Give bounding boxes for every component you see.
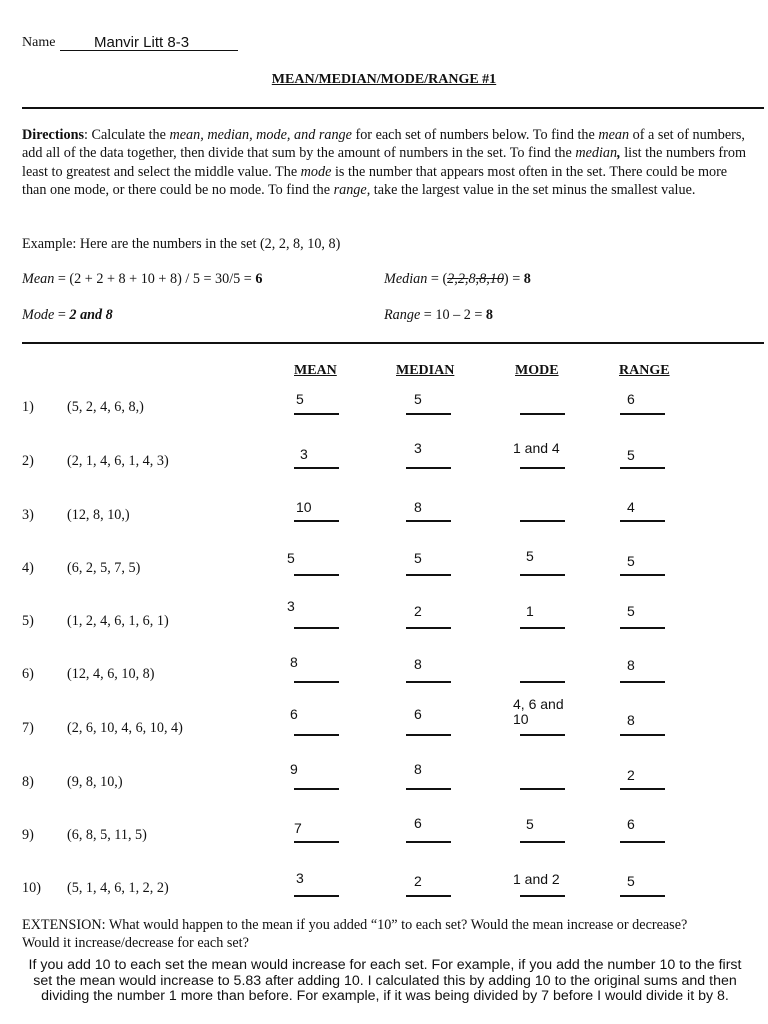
median-answer-value: 6: [414, 815, 422, 831]
median-answer-value: 6: [414, 706, 422, 722]
range-answer-blank[interactable]: [620, 895, 665, 897]
median-answer-value: 3: [414, 440, 422, 456]
problem-number: 2): [22, 453, 34, 469]
mean-answer-value: 5: [296, 391, 304, 407]
name-label: Name: [22, 35, 56, 50]
mean-answer-value: 6: [290, 706, 298, 722]
median-answer-value: 8: [414, 499, 422, 515]
range-answer-blank[interactable]: [620, 681, 665, 683]
range-answer-blank[interactable]: [620, 788, 665, 790]
median-answer-blank[interactable]: [406, 413, 451, 415]
mean-answer-blank[interactable]: [294, 734, 339, 736]
mode-answer-value: 1 and 2: [513, 871, 560, 887]
mean-answer-blank[interactable]: [294, 788, 339, 790]
range-answer-value: 5: [627, 603, 635, 619]
problem-number-set: (2, 1, 4, 6, 1, 4, 3): [67, 453, 169, 469]
page-title: MEAN/MEDIAN/MODE/RANGE #1: [271, 72, 497, 87]
median-answer-value: 2: [414, 873, 422, 889]
mode-answer-blank[interactable]: [520, 681, 565, 683]
example-median: Median = (2,2,8,8,10) = 8: [384, 271, 531, 287]
directions-lead: Directions: [22, 127, 84, 143]
student-name: Manvir Litt 8-3: [94, 34, 190, 51]
mean-answer-value: 3: [287, 598, 295, 614]
mode-answer-blank[interactable]: [520, 627, 565, 629]
range-answer-value: 5: [627, 447, 635, 463]
mode-answer-blank[interactable]: [520, 467, 565, 469]
mode-answer-blank[interactable]: [520, 574, 565, 576]
example-intro: Example: Here are the numbers in the set (2, 2, 8, 10, 8): [22, 236, 341, 252]
median-answer-blank[interactable]: [406, 734, 451, 736]
problem-number-set: (5, 2, 4, 6, 8,): [67, 399, 144, 415]
problem-number-set: (9, 8, 10,): [67, 774, 123, 790]
mode-answer-value: 5: [526, 816, 534, 832]
problem-number: 5): [22, 613, 34, 629]
problem-number: 4): [22, 560, 34, 576]
mean-answer-blank[interactable]: [294, 627, 339, 629]
median-answer-blank[interactable]: [406, 520, 451, 522]
column-header-range: RANGE: [619, 363, 670, 378]
extension-question: EXTENSION: What would happen to the mean if you added “10” to each set? Would the mean increase or decrease? Would it increase/decrease for each set?: [22, 917, 688, 952]
mean-answer-blank[interactable]: [294, 895, 339, 897]
mean-answer-blank[interactable]: [294, 413, 339, 415]
range-answer-value: 6: [627, 816, 635, 832]
problem-number: 3): [22, 507, 34, 523]
problem-number-set: (2, 6, 10, 4, 6, 10, 4): [67, 720, 183, 736]
problem-number: 7): [22, 720, 34, 736]
column-header-median: MEDIAN: [396, 363, 455, 378]
mode-answer-value: 5: [526, 548, 534, 564]
extension-response: If you add 10 to each set the mean would increase for each set. For example, if you add the number 10 to the first set the mean would increase to 5.83 after adding 10. I calculated this by adding 10 to the original sums and then dividing the number 1 more than before. For example, if it was being divided by 7 before I would divide it by 8.: [28, 957, 742, 1004]
median-answer-blank[interactable]: [406, 574, 451, 576]
example-range: Range = 10 – 2 = 8: [384, 307, 494, 323]
problem-number: 1): [22, 399, 34, 415]
range-answer-value: 2: [627, 767, 635, 783]
example-mean: Mean = (2 + 2 + 8 + 10 + 8) / 5 = 30/5 = 6: [22, 271, 263, 287]
mean-answer-value: 5: [287, 550, 295, 566]
top-divider: [22, 107, 764, 109]
problem-number: 8): [22, 774, 34, 790]
range-answer-blank[interactable]: [620, 574, 665, 576]
median-answer-value: 8: [414, 761, 422, 777]
problem-number-set: (12, 8, 10,): [67, 507, 130, 523]
problem-number-set: (1, 2, 4, 6, 1, 6, 1): [67, 613, 169, 629]
mean-answer-blank[interactable]: [294, 520, 339, 522]
mean-answer-value: 8: [290, 654, 298, 670]
median-answer-blank[interactable]: [406, 467, 451, 469]
column-header-mean: MEAN: [294, 363, 337, 378]
range-answer-blank[interactable]: [620, 841, 665, 843]
median-answer-blank[interactable]: [406, 895, 451, 897]
median-answer-blank[interactable]: [406, 841, 451, 843]
median-answer-value: 5: [414, 550, 422, 566]
median-answer-blank[interactable]: [406, 681, 451, 683]
mean-answer-blank[interactable]: [294, 841, 339, 843]
problem-number: 6): [22, 666, 34, 682]
problem-number: 9): [22, 827, 34, 843]
median-answer-value: 5: [414, 391, 422, 407]
mean-answer-value: 9: [290, 761, 298, 777]
mode-answer-blank[interactable]: [520, 734, 565, 736]
range-answer-blank[interactable]: [620, 734, 665, 736]
range-answer-value: 8: [627, 657, 635, 673]
mean-answer-value: 3: [296, 870, 304, 886]
mean-answer-blank[interactable]: [294, 467, 339, 469]
median-answer-value: 2: [414, 603, 422, 619]
problem-number-set: (6, 2, 5, 7, 5): [67, 560, 141, 576]
range-answer-value: 6: [627, 391, 635, 407]
middle-divider: [22, 342, 764, 344]
mode-answer-blank[interactable]: [520, 788, 565, 790]
mean-answer-blank[interactable]: [294, 574, 339, 576]
problem-number-set: (5, 1, 4, 6, 1, 2, 2): [67, 880, 169, 896]
median-answer-blank[interactable]: [406, 788, 451, 790]
mode-answer-blank[interactable]: [520, 895, 565, 897]
problem-number-set: (12, 4, 6, 10, 8): [67, 666, 155, 682]
example-mode: Mode = 2 and 8: [22, 307, 113, 323]
range-answer-value: 5: [627, 553, 635, 569]
mode-answer-blank[interactable]: [520, 841, 565, 843]
mode-answer-blank[interactable]: [520, 520, 565, 522]
mean-answer-value: 3: [300, 446, 308, 462]
range-answer-value: 4: [627, 499, 635, 515]
range-answer-blank[interactable]: [620, 413, 665, 415]
column-header-mode: MODE: [515, 363, 559, 378]
range-answer-blank[interactable]: [620, 520, 665, 522]
mode-answer-value: 1 and 4: [513, 440, 560, 456]
directions-paragraph: Directions: Calculate the mean, median, mode, and range for each set of numbers below. To find the mean of a set of numbers, add all of the data together, then divide that sum by the amount of numbers in the set. To find the median, list the numbers from least to greatest and select the middle value. The mode is the number that appears most often in the set. There could be more than one mode, or there could be no mode. To find the range, take the largest value in the set minus the smallest value.: [22, 127, 746, 198]
median-answer-blank[interactable]: [406, 627, 451, 629]
range-answer-blank[interactable]: [620, 627, 665, 629]
mean-answer-value: 7: [294, 820, 302, 836]
problem-number: 10): [22, 880, 41, 896]
mode-answer-value: 4, 6 and 10: [513, 696, 564, 727]
median-answer-value: 8: [414, 656, 422, 672]
range-answer-blank[interactable]: [620, 467, 665, 469]
mean-answer-value: 10: [296, 499, 312, 515]
range-answer-value: 8: [627, 712, 635, 728]
mean-answer-blank[interactable]: [294, 681, 339, 683]
mode-answer-blank[interactable]: [520, 413, 565, 415]
range-answer-value: 5: [627, 873, 635, 889]
problem-number-set: (6, 8, 5, 11, 5): [67, 827, 147, 843]
mode-answer-value: 1: [526, 603, 534, 619]
